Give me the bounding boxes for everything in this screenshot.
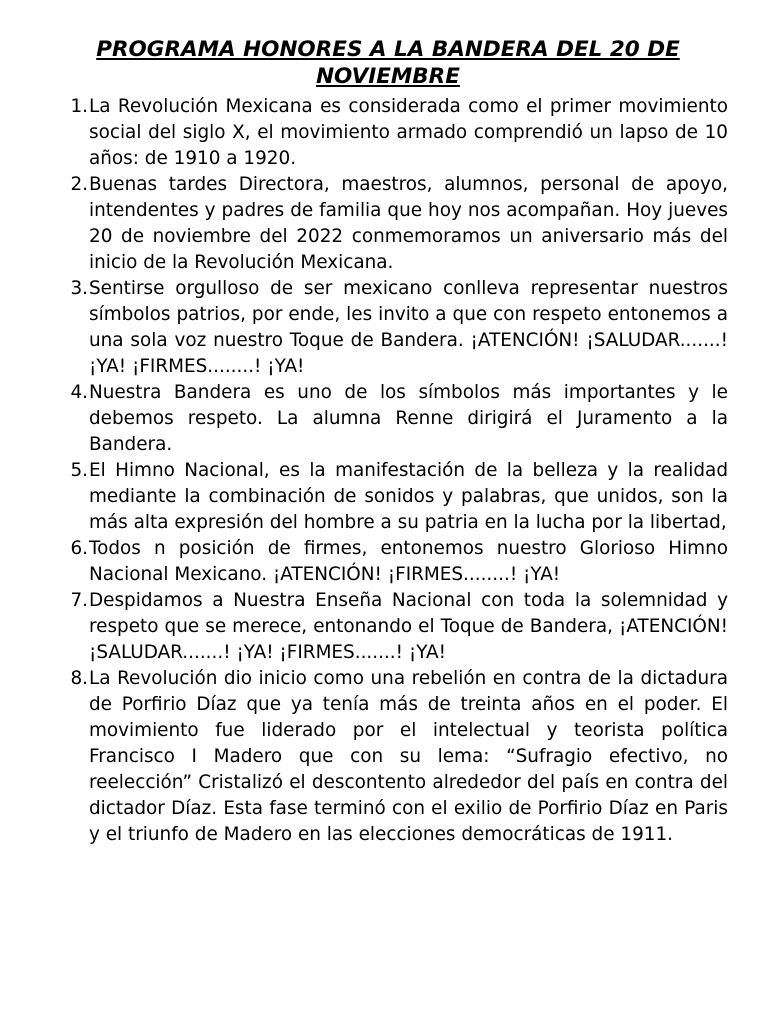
item-text: Nuestra Bandera es uno de los símbolos más importantes y le debemos respeto. La alumna Renne dirigirá el Juramento a la Bandera.: [89, 382, 728, 455]
item-number: 2.: [70, 174, 88, 195]
item-number: 6.: [70, 538, 88, 559]
item-text: Sentirse orgulloso de ser mexicano conlleva representar nuestros símbolos patrios, por ende, les invito a que con respeto entonemos a una sola voz nuestro Toque de Bandera. ¡ATENCIÓN! ¡SALUDAR.......! ¡YA! ¡FIRMES........! ¡YA!: [89, 278, 728, 377]
list-item: [48, 588, 728, 666]
program-list: [48, 94, 728, 848]
list-item: [48, 276, 728, 380]
list-item: [48, 94, 728, 172]
item-number: 7.: [70, 590, 88, 611]
list-item: [48, 172, 728, 276]
item-text: Todos n posición de firmes, entonemos nuestro Glorioso Himno Nacional Mexicano. ¡ATENCIÓN! ¡FIRMES........! ¡YA!: [89, 538, 728, 585]
item-number: 8.: [70, 668, 88, 689]
item-number: 3.: [70, 278, 88, 299]
item-number: 1.: [70, 96, 88, 117]
list-item: [48, 380, 728, 458]
list-item: [48, 536, 728, 588]
item-text: Despidamos a Nuestra Enseña Nacional con toda la solemnidad y respeto que se merece, entonando el Toque de Bandera, ¡ATENCIÓN! ¡SALUDAR.......! ¡YA! ¡FIRMES.......! ¡YA!: [89, 590, 728, 663]
item-text: La Revolución dio inicio como una rebelión en contra de la dictadura de Porfirio Díaz que ya tenía más de treinta años en el poder. El movimiento fue liderado por el intelectual y teorista política Francisco I Madero que con su lema: “Sufragio efectivo, no reelección” Cristalizó el descontento alrededor del país en contra del dictador Díaz. Esta fase terminó con el exilio de Porfirio Díaz en Paris y el triunfo de Madero en las elecciones democráticas de 1911.: [89, 668, 728, 845]
item-number: 4.: [70, 382, 88, 403]
item-text: Buenas tardes Directora, maestros, alumnos, personal de apoyo, intendentes y padres de familia que hoy nos acompañan. Hoy jueves 20 de noviembre del 2022 conmemoramos un aniversario más del inicio de la Revolución Mexicana.: [89, 174, 728, 273]
list-item: [48, 666, 728, 848]
item-text: La Revolución Mexicana es considerada como el primer movimiento social del siglo X, el movimiento armado comprendió un lapso de 10 años: de 1910 a 1920.: [89, 96, 728, 169]
item-number: 5.: [70, 460, 88, 481]
item-text: El Himno Nacional, es la manifestación de la belleza y la realidad mediante la combinación de sonidos y palabras, que unidos, son la más alta expresión del hombre a su patria en la lucha por la libertad,: [89, 460, 728, 533]
document-title: PROGRAMA HONORES A LA BANDERA DEL 20 DE NOVIEMBRE: [96, 37, 680, 89]
list-item: [48, 458, 728, 536]
